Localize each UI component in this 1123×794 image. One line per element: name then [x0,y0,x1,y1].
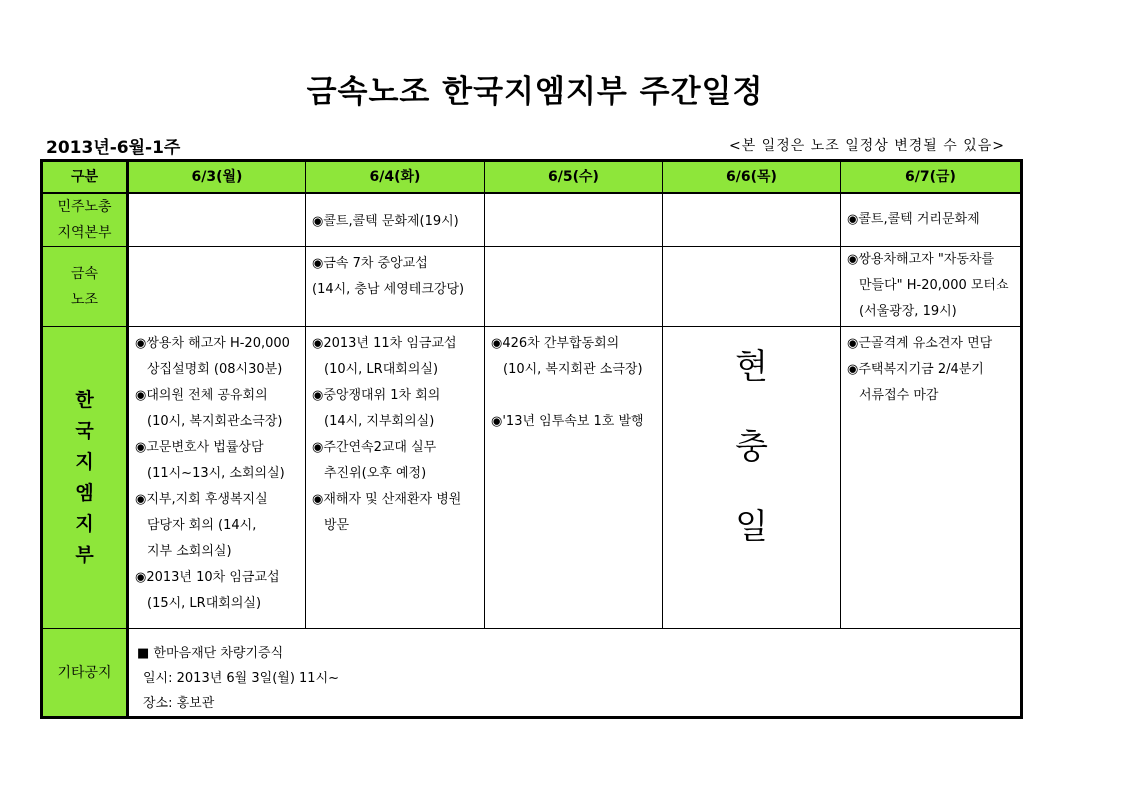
cell-gm-wed: ◉426차 간부합동회의 (10시, 복지회관 소극장) ◉'13년 임투속보 1호 발행 [485,327,663,629]
cell-kctu-tue: ◉콜트,콜텍 문화제(19시) [306,193,485,247]
header-thu: 6/6(목) [663,161,841,194]
cell-kctu-wed [485,193,663,247]
change-notice: <본 일정은 노조 일정상 변경될 수 있음> [728,138,1005,154]
cell-kmwu-fri: ◉쌍용차해고자 "자동차를 만들다" H-20,000 모터쇼 (서울광장, 19시) [841,247,1022,327]
header-category: 구분 [42,161,128,194]
cell-kmwu-mon [128,247,306,327]
cell-gm-fri: ◉근골격계 유소견자 면담 ◉주택복지기금 2/4분기 서류접수 마감 [841,327,1022,629]
cell-gm-tue: ◉2013년 11차 임금교섭 (10시, LR대회의실) ◉중앙쟁대위 1차 회의 (14시, 지부회의실) ◉주간연속2교대 실무 추진위(오후 예정) ◉재해자 및 산재환자 병원 방문 [306,327,485,629]
header-row [42,161,1022,194]
header-wed: 6/5(수) [485,161,663,194]
header-tue: 6/4(화) [306,161,485,194]
row-label-kctu: 민주노총 지역본부 [42,193,128,247]
cell-gm-thu-holiday: 현 충 일 [663,327,841,629]
weekly-schedule-table [40,159,1023,719]
header-mon: 6/3(월) [128,161,306,194]
row-gm [42,327,1022,629]
cell-kmwu-wed [485,247,663,327]
cell-kmwu-tue: ◉금속 7차 중앙교섭 (14시, 충남 세영테크강당) [306,247,485,327]
week-label: 2013년-6월-1주 [46,138,181,158]
row-kmwu [42,247,1022,327]
header-fri: 6/7(금) [841,161,1022,194]
page-title: 금속노조 한국지엠지부 주간일정 [306,74,764,110]
row-label-kmwu: 금속 노조 [42,247,128,327]
row-label-misc: 기타공지 [42,629,128,718]
row-misc [42,629,1022,718]
cell-kmwu-thu [663,247,841,327]
row-kctu [42,193,1022,247]
cell-kctu-thu [663,193,841,247]
cell-misc-notice: ■ 한마음재단 차량기증식 일시: 2013년 6월 3일(월) 11시~ 장소: 홍보관 [128,629,1022,718]
cell-kctu-fri: ◉콜트,콜텍 거리문화제 [841,193,1022,247]
row-label-gm: 한 국 지 엠 지 부 [42,327,128,629]
cell-gm-mon: ◉쌍용차 해고자 H-20,000 상집설명회 (08시30분) ◉대의원 전체 공유회의 (10시, 복지회관소극장) ◉고문변호사 법률상담 (11시~13시, 소회의실) ◉지부,지회 후생복지실 담당자 회의 (14시, 지부 소회의실) ◉2013년 10차 임금교섭 (15시, LR대회의실) [128,327,306,629]
cell-kctu-mon [128,193,306,247]
